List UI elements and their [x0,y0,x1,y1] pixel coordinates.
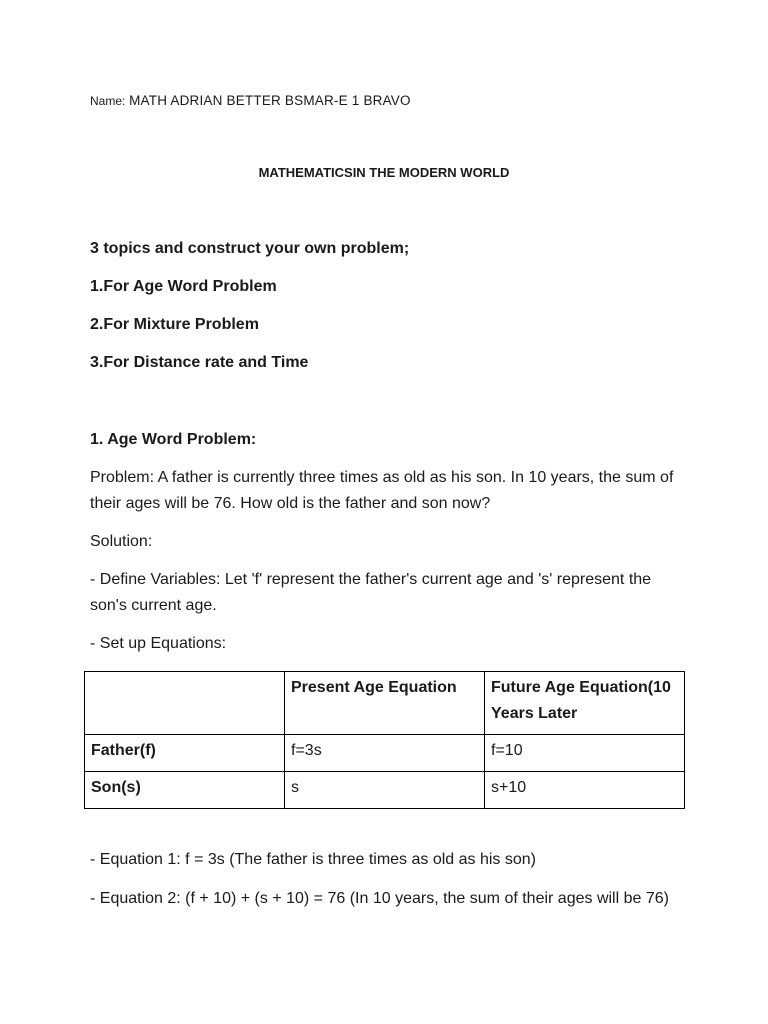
solution-label: Solution: [90,533,153,550]
section-heading: 1. Age Word Problem: [90,431,257,448]
table-cell: f=10 [485,735,685,772]
document-title: MATHEMATICSIN THE MODERN WORLD [258,165,510,180]
table-header-cell: Future Age Equation(10 Years Later [485,672,685,735]
table-header-row [85,672,685,735]
name-line [90,93,411,108]
equation-1: - Equation 1: f = 3s (The father is three times as old as his son) [90,851,536,868]
table-header-cell [85,672,285,735]
table-cell: Son(s) [85,772,285,809]
setup-equations-label: - Set up Equations: [90,635,227,652]
table-cell: s [285,772,485,809]
table-header-cell: Present Age Equation [285,672,485,735]
table-cell: Father(f) [85,735,285,772]
table-cell: s+10 [485,772,685,809]
define-variables-paragraph: - Define Variables: Let 'f' represent the father's current age and 's' represent the son's current age. [90,571,652,614]
topic-item: 3.For Distance rate and Time [90,354,309,371]
age-equation-table [84,671,685,809]
table-cell: f=3s [285,735,485,772]
table-row [85,772,685,809]
name-label: Name: [90,94,126,108]
topics-intro: 3 topics and construct your own problem; [90,240,410,257]
topic-item: 2.For Mixture Problem [90,316,259,333]
problem-paragraph: Problem: A father is currently three times as old as his son. In 10 years, the sum of their ages will be 76. How old is the father and son now? [90,469,674,512]
topic-item: 1.For Age Word Problem [90,278,277,295]
table-row [85,735,685,772]
student-name: MATH ADRIAN BETTER BSMAR-E 1 BRAVO [129,93,411,108]
equation-2: - Equation 2: (f + 10) + (s + 10) = 76 (In 10 years, the sum of their ages will be 76) [90,890,669,907]
